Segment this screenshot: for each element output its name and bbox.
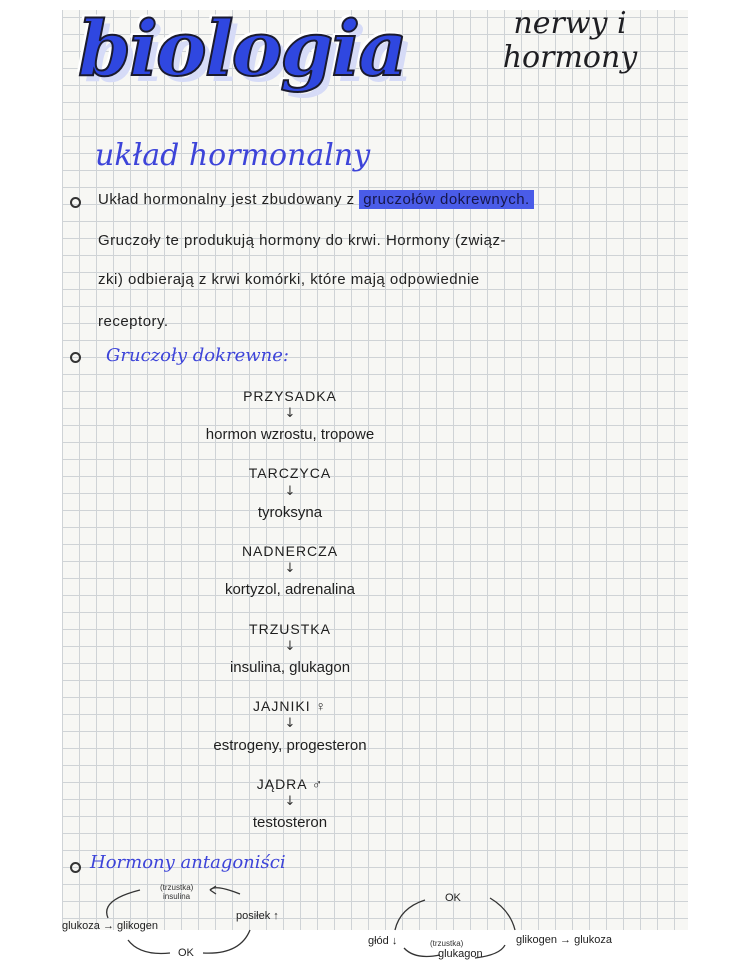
gland-label: TARCZYCA [248, 465, 332, 481]
cycle-arrow-right-bottom [404, 948, 440, 956]
arrow-down-icon: ↓ [284, 484, 296, 499]
source-label: (trzustka) [430, 939, 464, 948]
cycle-arrow-left-down [203, 930, 250, 953]
trigger-label: posiłek ↑ [236, 910, 279, 922]
process-label: glukoza → glikogen [62, 920, 159, 932]
cycle-arrow-right-up [395, 900, 425, 930]
glands-heading: Gruczoły dokrewne: [106, 345, 289, 366]
hormone-label: glukagon [438, 948, 483, 960]
section-heading: układ hormonalny [95, 138, 371, 173]
gland-label: PRZYSADKA [243, 388, 337, 404]
subtitle-line-1: nerwy i [513, 6, 627, 41]
hormone-label: estrogeny, progesteron [213, 737, 367, 754]
hormone-label: insulina, glukagon [229, 659, 351, 676]
cycle-arrow-left-up [107, 890, 140, 918]
highlighted-term: gruczołów dokrewnych. [359, 190, 533, 209]
intro-line-1-text: Układ hormonalny jest zbudowany z [98, 191, 355, 208]
gland-label: JAJNIKI ♀ [253, 698, 327, 714]
page-title: biologia [78, 4, 406, 93]
arrow-down-icon: ↓ [284, 716, 296, 731]
arrow-down-icon: ↓ [284, 406, 296, 421]
ok-label: OK [178, 947, 194, 959]
gland-label: TRZUSTKA [249, 621, 331, 637]
source-label: (trzustka) [160, 883, 194, 892]
arrow-down-icon: ↓ [284, 794, 296, 809]
arrow-down-icon: ↓ [284, 639, 296, 654]
hormone-label: insulina [163, 892, 191, 901]
cycle-arrow-left-bottom [128, 940, 170, 953]
hormone-label: testosteron [252, 814, 328, 831]
trigger-label: głód ↓ [368, 935, 398, 947]
intro-line-2: Gruczoły te produkują hormony do krwi. Hormony (związ- [98, 232, 506, 249]
ok-label: OK [445, 892, 461, 904]
hormone-label: tyroksyna [257, 504, 323, 521]
gland-label: JĄDRA ♂ [256, 776, 324, 792]
arrow-down-icon: ↓ [284, 561, 296, 576]
subtitle-line-2: hormony [502, 40, 638, 75]
hormone-label: kortyzol, adrenalina [224, 581, 356, 598]
gland-label: NADNERCZA [241, 543, 339, 559]
hormone-label: hormon wzrostu, tropowe [205, 426, 375, 443]
process-label: glikogen → glukoza [516, 934, 613, 946]
cycle-arrowhead [210, 886, 216, 894]
antagonists-heading: Hormony antagoniści [90, 852, 286, 873]
intro-line-3: zki) odbierają z krwi komórki, które mają odpowiednie [98, 271, 480, 288]
intro-line-4: receptory. [98, 313, 169, 330]
cycle-arrow-right-top [490, 898, 515, 930]
